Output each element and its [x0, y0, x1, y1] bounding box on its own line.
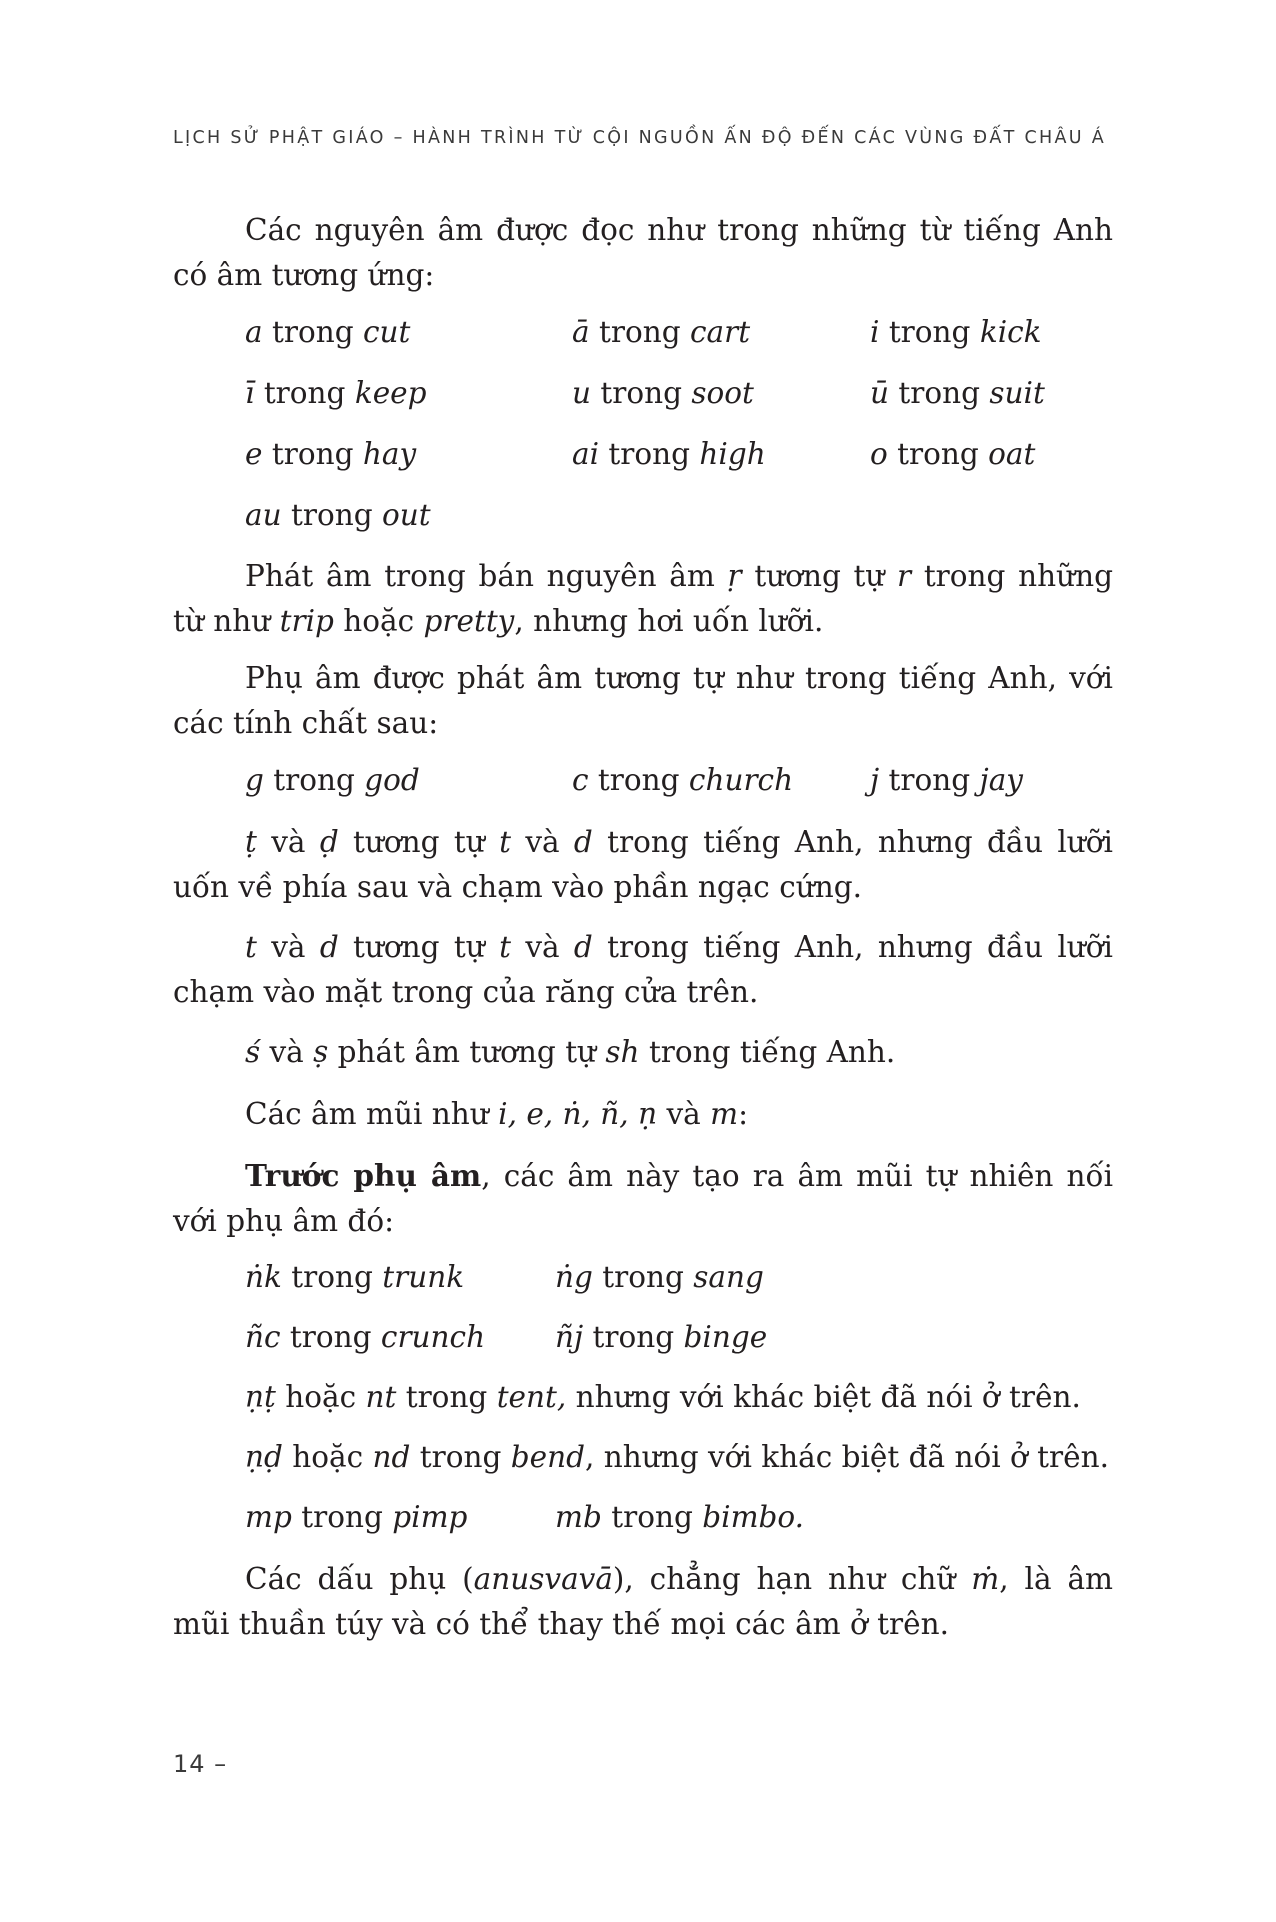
paragraph-semivowel: Phát âm trong bán nguyên âm ṛ tương tự r trong những từ như trip hoặc pretty, nhưng hơi uốn lưỡi. — [173, 559, 1113, 638]
labial-row — [0, 1495, 1276, 1540]
vowel-item: o trong oat — [870, 437, 1036, 471]
vowel-row-3 — [0, 432, 1276, 477]
nasal-row-1 — [0, 1255, 1276, 1300]
nasal-retroflex-d-line: ṇḍ hoặc nd trong bend, nhưng với khác biệt đã nói ở trên. — [245, 1440, 1109, 1474]
vowel-item: au trong out — [245, 498, 431, 532]
paragraph-sibilants: ś và ṣ phát âm tương tự sh trong tiếng Anh. — [245, 1035, 896, 1069]
running-header: LỊCH SỬ PHẬT GIÁO – HÀNH TRÌNH TỪ CỘI NGUỒN ẤN ĐỘ ĐẾN CÁC VÙNG ĐẤT CHÂU Á — [173, 128, 1106, 148]
paragraph-before-consonant: Trước phụ âm, các âm này tạo ra âm mũi tự nhiên nối với phụ âm đó: — [173, 1158, 1114, 1238]
nasal-item: ṅg trong sang — [555, 1260, 764, 1294]
paragraph-vowels-intro: Các nguyên âm được đọc như trong những từ tiếng Anh có âm tương ứng: — [173, 213, 1113, 292]
paragraph-dental: t và d tương tự t và d trong tiếng Anh, nhưng đầu lưỡi chạm vào mặt trong của răng cửa trên. — [173, 930, 1113, 1009]
nasal-item: ñc trong crunch — [245, 1320, 486, 1354]
paragraph-anusvara: Các dấu phụ (anusvavā), chẳng hạn như chữ ṁ, là âm mũi thuần túy và có thể thay thế mọi các âm ở trên. — [173, 1562, 1113, 1641]
page-number: 14 – — [173, 1750, 228, 1778]
vowel-item: ū trong suit — [870, 376, 1045, 410]
nasal-row-2 — [0, 1315, 1276, 1360]
nasal-item: ñj trong binge — [555, 1320, 768, 1354]
vowel-item: u trong soot — [572, 376, 754, 410]
vowel-row-1 — [0, 310, 1276, 355]
labial-item: mp trong pimp — [245, 1500, 468, 1534]
nasal-item: ṅk trong trunk — [245, 1260, 465, 1294]
paragraph-nasals-intro: Các âm mũi như i, e, ṅ, ñ, ṇ và m: — [245, 1097, 749, 1131]
vowel-item: ai trong high — [572, 437, 766, 471]
consonant-item: g trong god — [245, 763, 420, 797]
vowel-row-2 — [0, 371, 1276, 416]
vowel-item: ī trong keep — [245, 376, 427, 410]
paragraph-retroflex: ṭ và ḍ tương tự t và d trong tiếng Anh, nhưng đầu lưỡi uốn về phía sau và chạm vào phần ngạc cứng. — [173, 825, 1113, 904]
vowel-item: a trong cut — [245, 315, 411, 349]
nasal-retroflex-line: ṇṭ hoặc nt trong tent, nhưng với khác biệt đã nói ở trên. — [245, 1380, 1081, 1414]
consonant-item: c trong church — [572, 763, 794, 797]
consonant-row — [0, 758, 1276, 803]
vowel-item: ā trong cart — [572, 315, 751, 349]
paragraph-consonants-intro: Phụ âm được phát âm tương tự như trong tiếng Anh, với các tính chất sau: — [173, 661, 1113, 740]
labial-item: mb trong bimbo. — [555, 1500, 805, 1534]
vowel-item: e trong hay — [245, 437, 417, 471]
consonant-item: j trong jay — [870, 763, 1023, 797]
vowel-item: i trong kick — [870, 315, 1042, 349]
vowel-row-4 — [0, 493, 1276, 538]
